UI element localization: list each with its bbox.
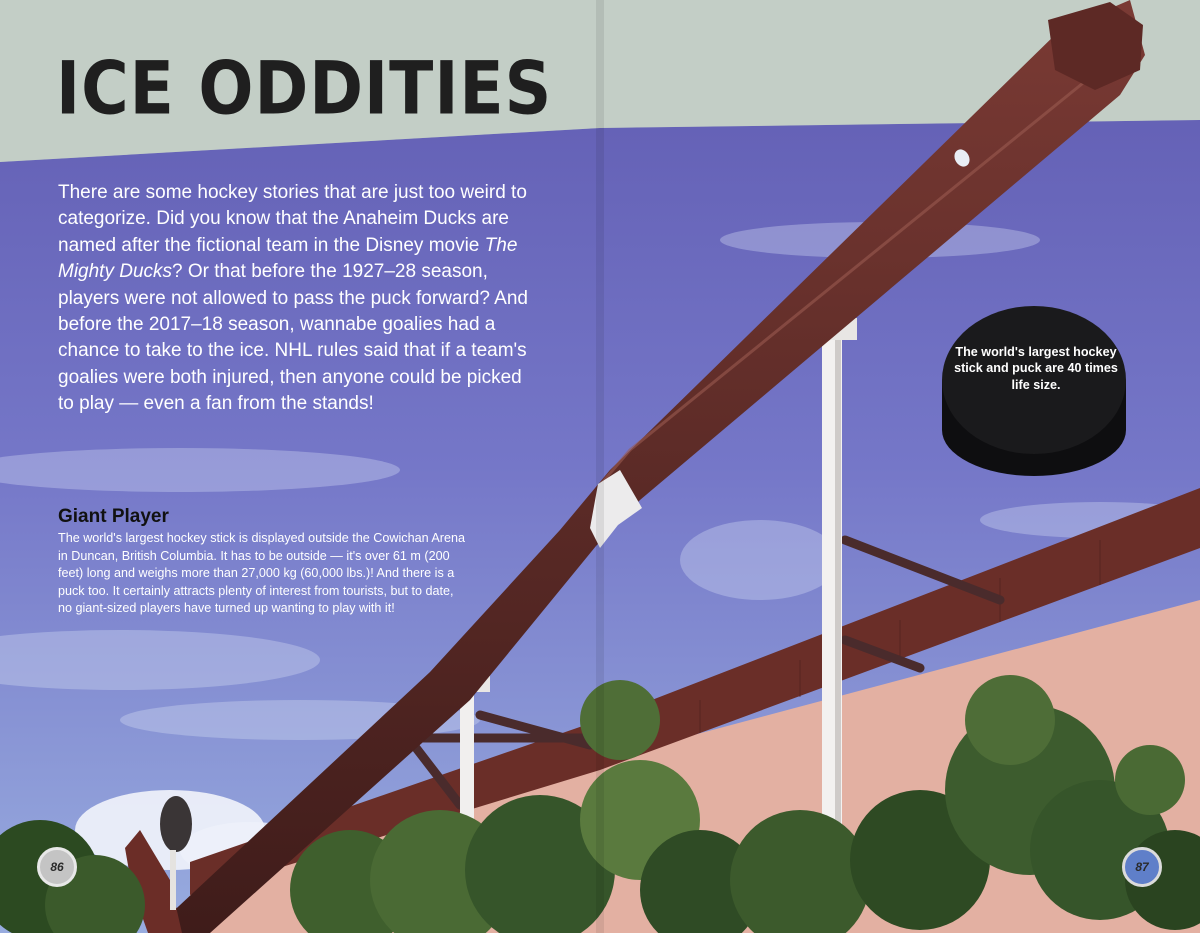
page-gutter — [596, 0, 604, 933]
intro-paragraph — [58, 180, 538, 418]
intro-text-after: ? Or that before the 1927–28 season, players were not allowed to pass the puck forward? And before the 2017–18 season, wannabe goalies had a chance to take to the ice. NHL rules said that if a team's goalies were both injured, then anyone could be picked to play — even a fan from the stands! — [58, 261, 528, 415]
page-number-left: 86 — [37, 847, 77, 887]
page-number-right: 87 — [1122, 847, 1162, 887]
sidebar-heading: Giant Player — [58, 506, 169, 527]
intro-text-before: There are some hockey stories that are just too weird to categorize. Did you know that the Anaheim Ducks are named after the fictional team in the Disney movie — [58, 182, 527, 256]
intro-movie-title: The Mighty Ducks — [58, 234, 518, 283]
page-title: ICE ODDITIES — [56, 45, 553, 131]
puck-callout: The world's largest hockey stick and puck are 40 times life size. — [954, 345, 1118, 392]
small-puck — [160, 796, 192, 852]
sidebar-body: The world's largest hockey stick is displayed outside the Cowichan Arena in Duncan, British Columbia. It has to be outside — it's over 61 m (200 feet) long and weighs more than 27,000 kg (60,000 lbs.)! And there is a puck too. It certainly attracts plenty of interest from tourists, but to date, no giant-sized players have turned up wanting to play with it! — [58, 531, 466, 616]
